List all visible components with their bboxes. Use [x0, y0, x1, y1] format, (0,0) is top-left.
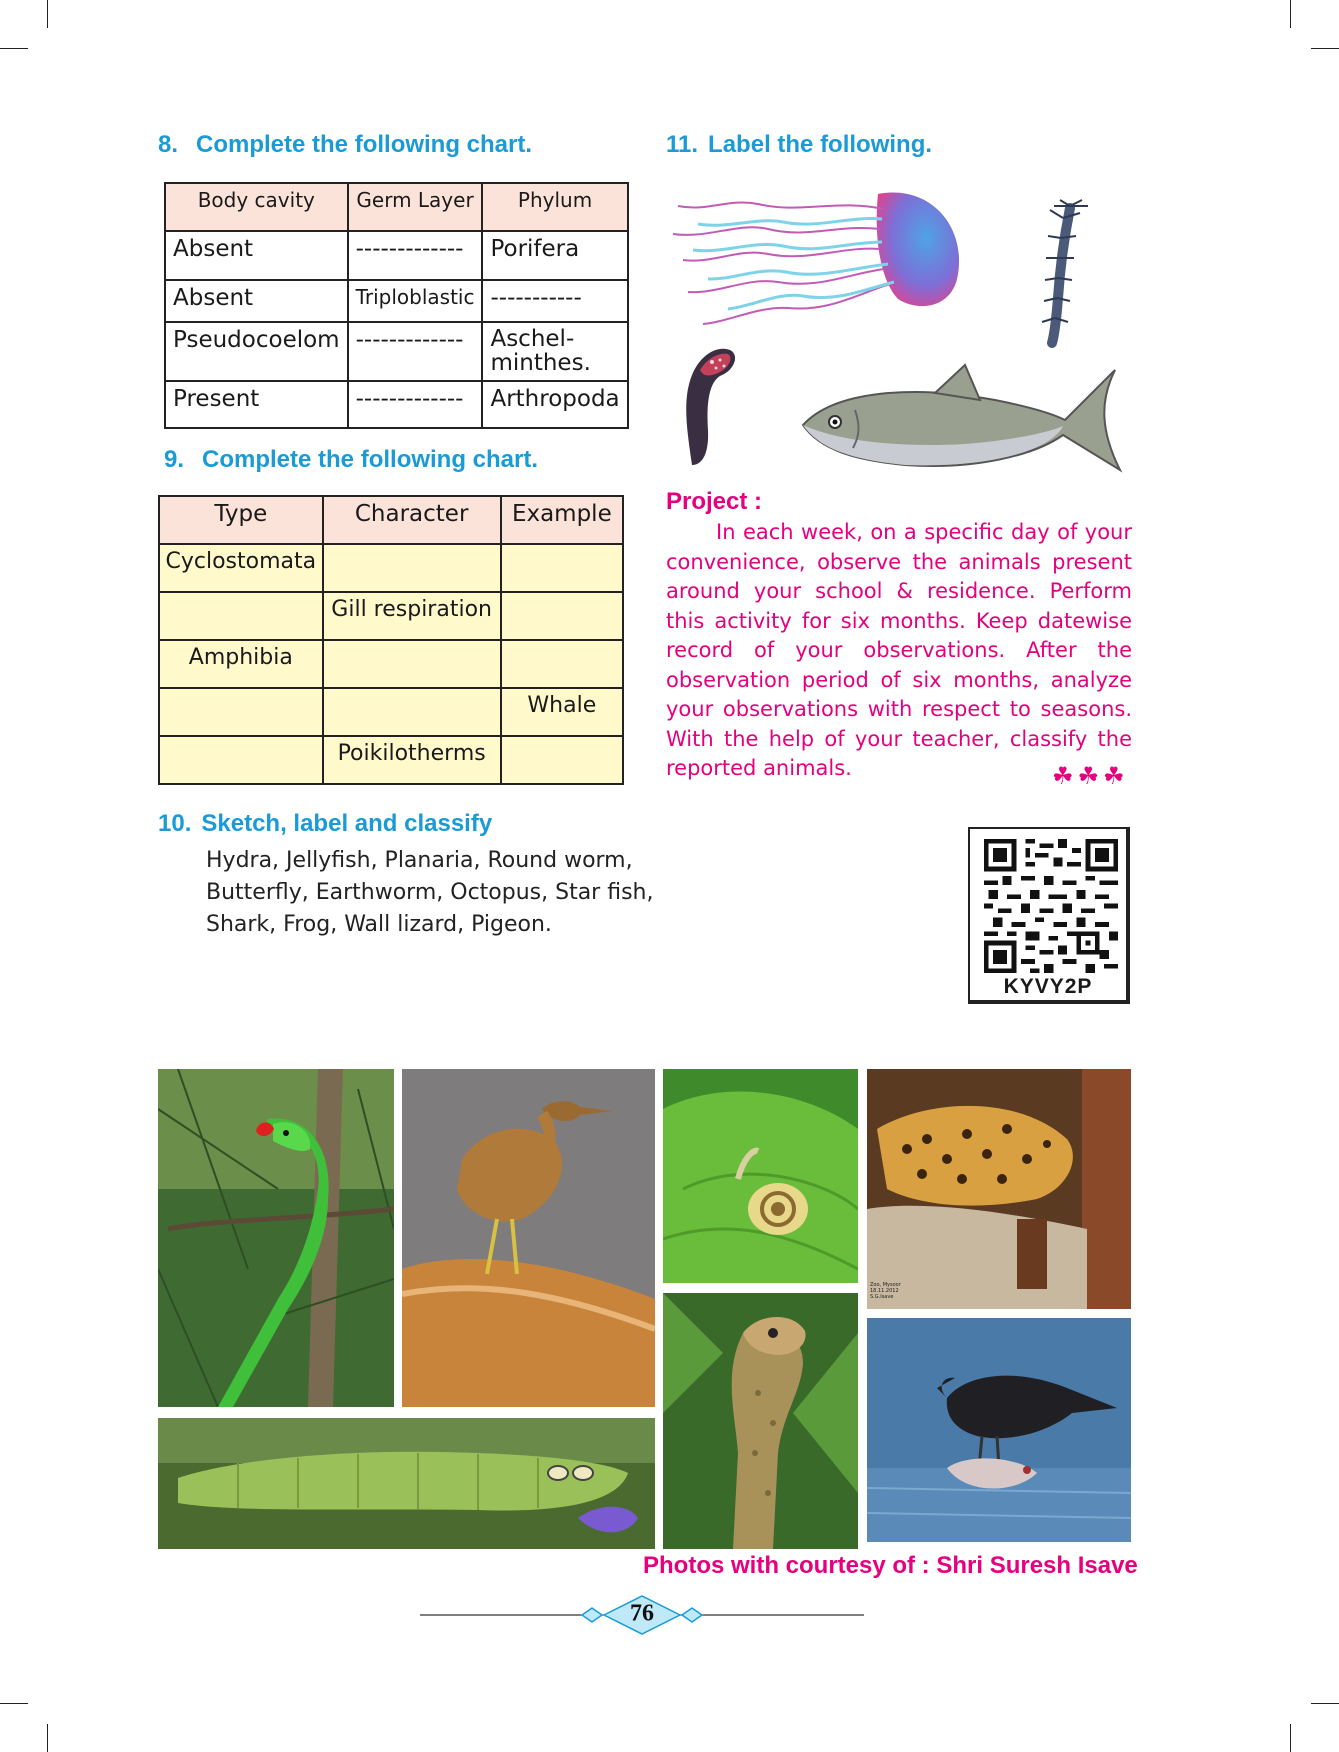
crow-photo	[867, 1318, 1131, 1542]
crop-mark	[47, 0, 48, 28]
q9-heading	[164, 446, 538, 474]
q10-number: 10.	[158, 810, 192, 837]
qr-code-text: KYVY2P	[1003, 975, 1093, 998]
leech-illustration	[672, 340, 752, 475]
q10-heading	[158, 810, 492, 838]
q8-title: Complete the following chart.	[196, 131, 533, 158]
q9-cell	[501, 592, 623, 640]
lizard-photo	[663, 1293, 858, 1549]
crop-mark	[47, 1724, 48, 1752]
q8-cell: Present	[165, 381, 348, 428]
q9-cell	[501, 640, 623, 688]
q11-title: Label the following.	[708, 131, 933, 158]
crop-mark	[1311, 48, 1339, 49]
q9-cell: Amphibia	[159, 640, 323, 688]
crop-mark	[0, 48, 28, 49]
q8-cell: Absent	[165, 231, 348, 280]
q9-header-cell: Character	[323, 496, 501, 544]
q9-cell	[159, 688, 323, 736]
photo-courtesy: Photos with courtesy of : Shri Suresh Isave	[643, 1552, 1138, 1579]
q9-cell: Poikilotherms	[323, 736, 501, 784]
fish-illustration	[795, 360, 1125, 480]
q11-number: 11.	[666, 131, 699, 158]
project-body: In each week, on a specific day of your convenience, observe the animals present around your school & residence. Perform this activity for six months. Keep datewise record of your observations. After the observation period of six months, analyze your observations with respect to seasons. With the help of your teacher, classify the reported animals.	[666, 520, 1132, 780]
crop-mark	[1311, 1703, 1339, 1704]
q9-cell	[501, 736, 623, 784]
q9-cell	[323, 544, 501, 592]
q9-cell: Gill respiration	[323, 592, 501, 640]
qr-code-box[interactable]	[968, 827, 1130, 1004]
qr-code-icon	[982, 839, 1120, 973]
page-number: 76	[630, 1600, 654, 1627]
q9-title: Complete the following chart.	[202, 446, 539, 473]
q8-cell: -----------	[482, 280, 627, 322]
q8-header-cell: Body cavity	[165, 183, 348, 231]
parrot-photo	[158, 1069, 394, 1407]
q10-body	[206, 845, 653, 941]
leopard-photo-caption: Zoo, Mysoor 18.11.2012 S.G.Isave	[870, 1282, 901, 1300]
q8-cell: Arthropoda	[482, 381, 627, 428]
q10-title: Sketch, label and classify	[201, 810, 493, 837]
nereis-illustration	[1030, 198, 1100, 348]
q9-cell	[501, 544, 623, 592]
snail-photo	[663, 1069, 858, 1283]
q8-cell: Aschel- minthes.	[482, 322, 627, 381]
crop-mark	[1290, 0, 1291, 28]
q8-cell: -------------	[348, 381, 483, 428]
crop-mark	[0, 1703, 28, 1704]
leopard-photo	[867, 1069, 1131, 1309]
q11-heading	[666, 131, 932, 159]
q9-cell	[323, 640, 501, 688]
q8-number: 8.	[158, 131, 179, 158]
q10-line: Shark, Frog, Wall lizard, Pigeon.	[206, 912, 552, 937]
q8-cell: -------------	[348, 231, 483, 280]
caterpillar-photo	[158, 1418, 655, 1549]
q9-cell: Whale	[501, 688, 623, 736]
q9-cell: Cyclostomata	[159, 544, 323, 592]
jellyfish-illustration	[668, 184, 968, 334]
q8-cell: Pseudocoelom	[165, 322, 348, 381]
heron-photo	[402, 1069, 655, 1407]
q8-header-cell: Germ Layer	[348, 183, 483, 231]
q8-cell: Porifera	[482, 231, 627, 280]
q9-header-cell: Example	[501, 496, 623, 544]
q8-heading	[158, 131, 532, 159]
q9-chart	[158, 495, 624, 785]
q8-header-cell: Phylum	[482, 183, 627, 231]
q10-line: Butterfly, Earthworm, Octopus, Star fish,	[206, 880, 654, 905]
q8-cell: Absent	[165, 280, 348, 322]
q9-cell	[159, 592, 323, 640]
q8-chart	[164, 182, 629, 429]
ornament-icon: ☘☘☘	[1052, 762, 1129, 790]
q8-cell: Triploblastic	[348, 280, 483, 322]
q8-cell: -------------	[348, 322, 483, 381]
crop-mark	[1290, 1724, 1291, 1752]
q10-line: Hydra, Jellyfish, Planaria, Round worm,	[206, 848, 633, 873]
project-title: Project :	[666, 488, 763, 515]
q9-cell	[159, 736, 323, 784]
q9-number: 9.	[164, 446, 185, 473]
q9-cell	[323, 688, 501, 736]
q9-header-cell: Type	[159, 496, 323, 544]
